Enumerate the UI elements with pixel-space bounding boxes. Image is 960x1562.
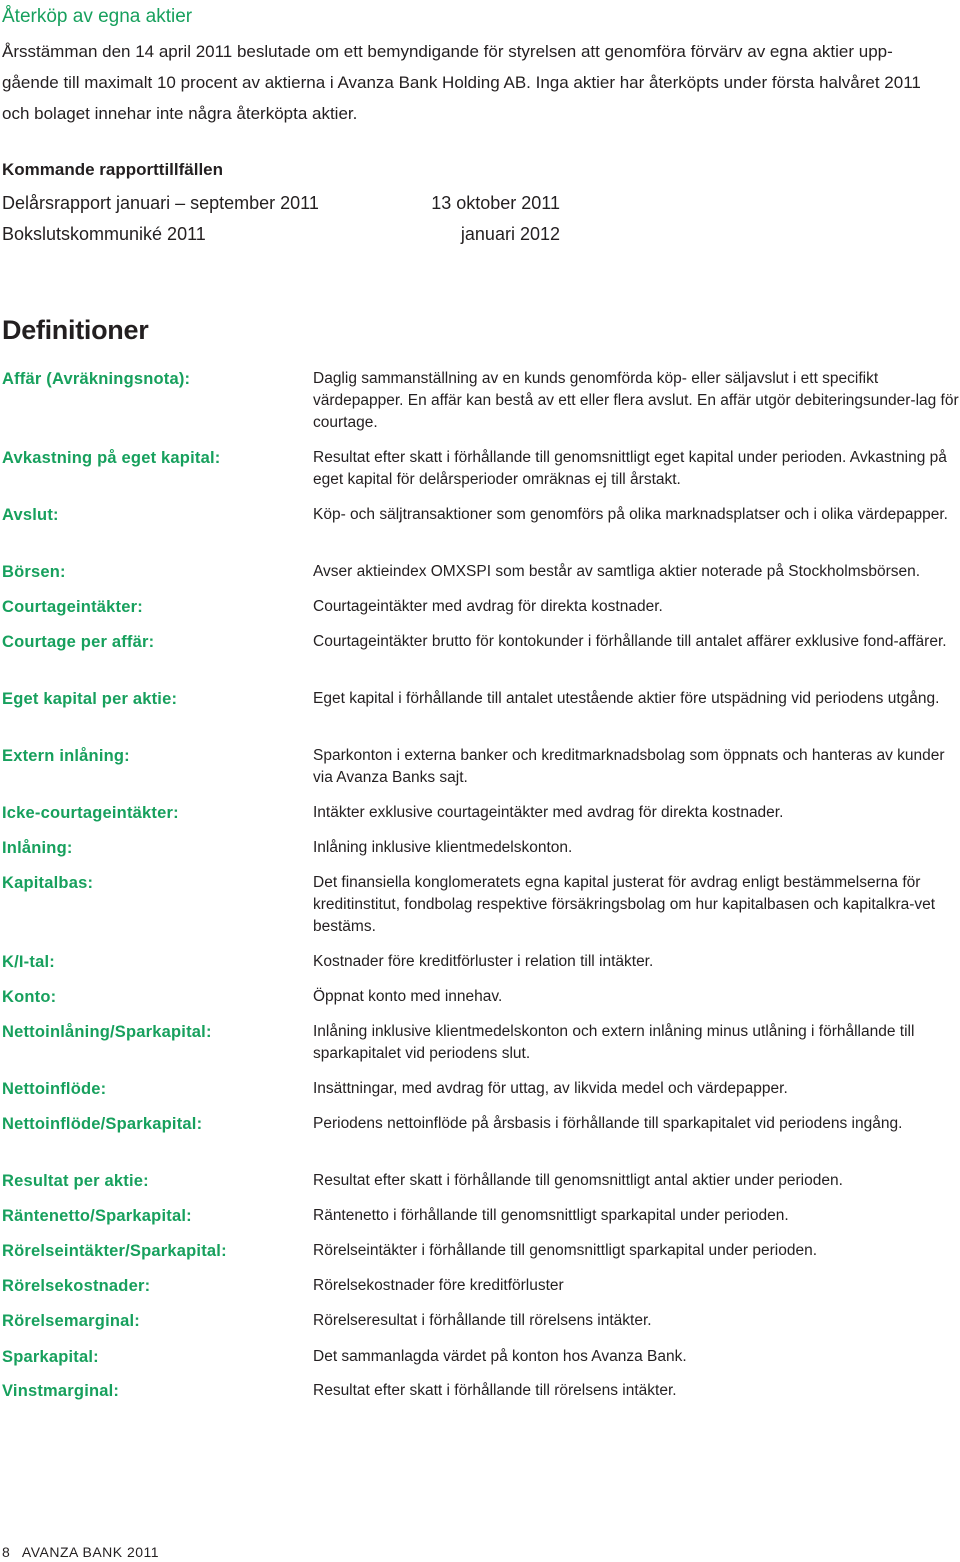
definition-description: Det finansiella konglomeratets egna kapital justerat för avdrag enligt bestämmelserna för kreditinstitut, fondbolag respektive försäkringsbolag om hur kapitalbasen och kapitalkra-vet bestäms. [313, 874, 936, 935]
definition-term: Räntenetto/Sparkapital: [2, 1207, 192, 1225]
definition-description: Räntenetto i förhållande till genomsnittligt sparkapital under perioden. [313, 1207, 789, 1224]
definition-description: Eget kapital i förhållande till antalet utestående aktier före utspädning vid periodens utgång. [313, 690, 940, 707]
definition-term: Eget kapital per aktie: [2, 690, 178, 708]
definition-description: Inlåning inklusive klientmedelskonton och extern inlåning minus utlåning i förhållande till sparkapitalet vid periodens slut. [313, 1023, 915, 1062]
buyback-paragraph: Årsstämman den 14 april 2011 beslutade om ett bemyndigande för styrelsen att genomföra förvärv av egna aktier upp-gående till maximalt 10 procent av aktierna i Avanza Bank Holding AB. Inga aktier har återköpts under första halvåret 2011 och bolaget innehar inte några återköpta aktier. [2, 42, 921, 123]
definition-description: Courtageintäkter brutto för kontokunder i förhållande till antalet affärer exklusive fond-affärer. [313, 633, 947, 650]
definition-description: Öppnat konto med innehav. [313, 988, 503, 1005]
definition-description: Courtageintäkter med avdrag för direkta kostnader. [313, 598, 663, 615]
definition-description: Rörelseresultat i förhållande till rörelsens intäkter. [313, 1312, 652, 1329]
page-footer [2, 1544, 159, 1560]
definition-description: Resultat efter skatt i förhållande till rörelsens intäkter. [313, 1382, 677, 1399]
definition-description: Insättningar, med avdrag för uttag, av likvida medel och värdepapper. [313, 1080, 788, 1097]
definition-term: Courtage per affär: [2, 633, 155, 651]
definition-description: Köp- och säljtransaktioner som genomförs på olika marknadsplatser och i olika värdepapper. [313, 506, 948, 523]
definition-term: Kapitalbas: [2, 874, 94, 892]
definition-term: Sparkapital: [2, 1348, 99, 1366]
definition-description: Inlåning inklusive klientmedelskonton. [313, 839, 573, 856]
definitions-heading: Definitioner [2, 315, 149, 345]
definition-description: Resultat efter skatt i förhållande till genomsnittligt eget kapital under perioden. Avkastning på eget kapital för delårsperioder omräknas ej till årstakt. [313, 449, 947, 488]
report-row [2, 219, 582, 249]
definition-term: Börsen: [2, 563, 66, 581]
reports-heading: Kommande rapporttillfällen [2, 160, 224, 179]
definition-term: Nettoinflöde/Sparkapital: [2, 1115, 203, 1133]
definition-term: Avslut: [2, 506, 59, 524]
definition-term: Inlåning: [2, 839, 73, 857]
footer-text: AVANZA BANK 2011 [21, 1544, 160, 1560]
definition-term: Nettoinlåning/Sparkapital: [2, 1023, 212, 1041]
definition-term: Extern inlåning: [2, 747, 130, 765]
definition-term: Avkastning på eget kapital: [2, 449, 221, 467]
definition-description: Daglig sammanställning av en kunds genomförda köp- eller säljavslut i ett specifikt värdepapper. En affär kan bestå av ett eller flera avslut. En affär utgör debiteringsunder-lag för courtage. [313, 370, 959, 431]
definition-term: Resultat per aktie: [2, 1172, 149, 1190]
definition-term: Icke-courtageintäkter: [2, 804, 179, 822]
definition-description: Sparkonton i externa banker och kreditmarknadsbolag som öppnats och hanteras av kunder via Avanza Banks sajt. [313, 747, 945, 786]
definition-description: Periodens nettoinflöde på årsbasis i förhållande till sparkapitalet vid periodens ingång. [313, 1115, 903, 1132]
definition-term: Rörelseintäkter/Sparkapital: [2, 1242, 227, 1260]
definition-term: Courtageintäkter: [2, 598, 143, 616]
definition-description: Intäkter exklusive courtageintäkter med avdrag för direkta kostnader. [313, 804, 784, 821]
definition-description: Resultat efter skatt i förhållande till genomsnittligt antal aktier under perioden. [313, 1172, 843, 1189]
definition-term: Vinstmarginal: [2, 1382, 120, 1400]
definition-term: Rörelsemarginal: [2, 1312, 140, 1330]
definition-description: Kostnader före kreditförluster i relation till intäkter. [313, 953, 654, 970]
definition-term: Nettoinflöde: [2, 1080, 107, 1098]
definition-description: Avser aktieindex OMXSPI som består av samtliga aktier noterade på Stockholmsbörsen. [313, 563, 921, 580]
report-label: Bokslutskommuniké 2011 [2, 224, 206, 244]
definition-term: Konto: [2, 988, 57, 1006]
definition-description: Rörelsekostnader före kreditförluster [313, 1277, 564, 1294]
definition-term: K/I-tal: [2, 953, 55, 971]
report-row [2, 188, 582, 218]
buyback-heading: Återköp av egna aktier [2, 6, 193, 27]
definition-description: Det sammanlagda värdet på konton hos Avanza Bank. [313, 1348, 687, 1365]
report-label: Delårsrapport januari – september 2011 [2, 193, 319, 213]
definition-term: Rörelsekostnader: [2, 1277, 151, 1295]
definition-description: Rörelseintäkter i förhållande till genomsnittligt sparkapital under perioden. [313, 1242, 818, 1259]
report-date: januari 2012 [460, 224, 560, 244]
definition-term: Affär (Avräkningsnota): [2, 370, 191, 388]
page-number: 8 [2, 1544, 11, 1560]
report-date: 13 oktober 2011 [431, 193, 560, 213]
